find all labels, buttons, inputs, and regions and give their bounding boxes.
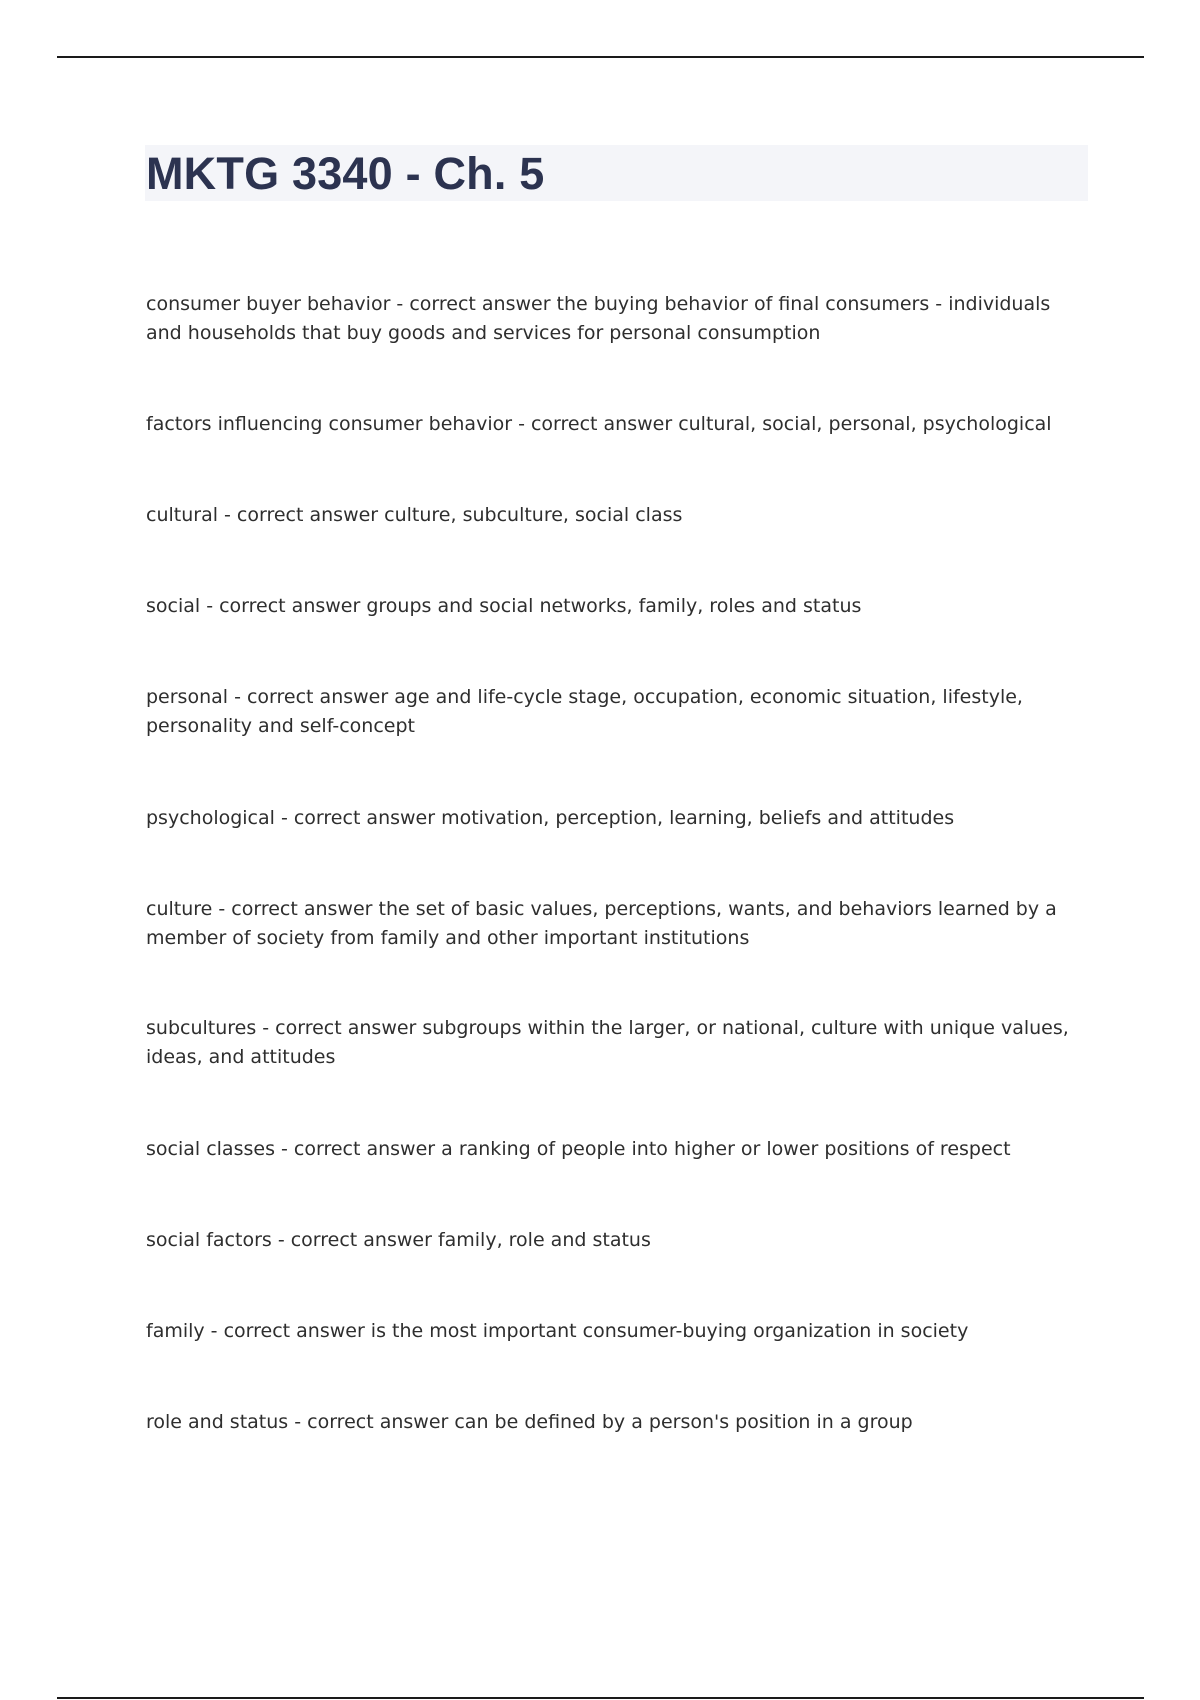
list-item: factors influencing consumer behavior - correct answer cultural, social, personal, psychological — [146, 413, 1052, 435]
list-item: consumer buyer behavior - correct answer the buying behavior of final consumers - individuals and households that buy goods and services for personal consumption — [146, 293, 1051, 344]
list-item: role and status - correct answer can be defined by a person's position in a group — [146, 1411, 913, 1433]
list-item: family - correct answer is the most important consumer-buying organization in society — [146, 1320, 969, 1342]
list-item: social factors - correct answer family, role and status — [146, 1229, 651, 1251]
list-item: subcultures - correct answer subgroups within the larger, or national, culture with unique values, ideas, and attitudes — [146, 1017, 1069, 1068]
list-item: personal - correct answer age and life-cycle stage, occupation, economic situation, lifestyle, personality and self-concept — [146, 686, 1023, 737]
list-item: social - correct answer groups and social networks, family, roles and status — [146, 595, 862, 617]
bottom-divider — [57, 1697, 1144, 1699]
list-item: culture - correct answer the set of basic values, perceptions, wants, and behaviors learned by a member of society from family and other important institutions — [146, 898, 1057, 949]
list-item: psychological - correct answer motivation, perception, learning, beliefs and attitudes — [146, 807, 955, 829]
top-divider — [57, 56, 1144, 58]
list-item: cultural - correct answer culture, subculture, social class — [146, 504, 683, 526]
page-title: MKTG 3340 - Ch. 5 — [146, 148, 545, 199]
list-item: social classes - correct answer a ranking of people into higher or lower positions of respect — [146, 1138, 1011, 1160]
